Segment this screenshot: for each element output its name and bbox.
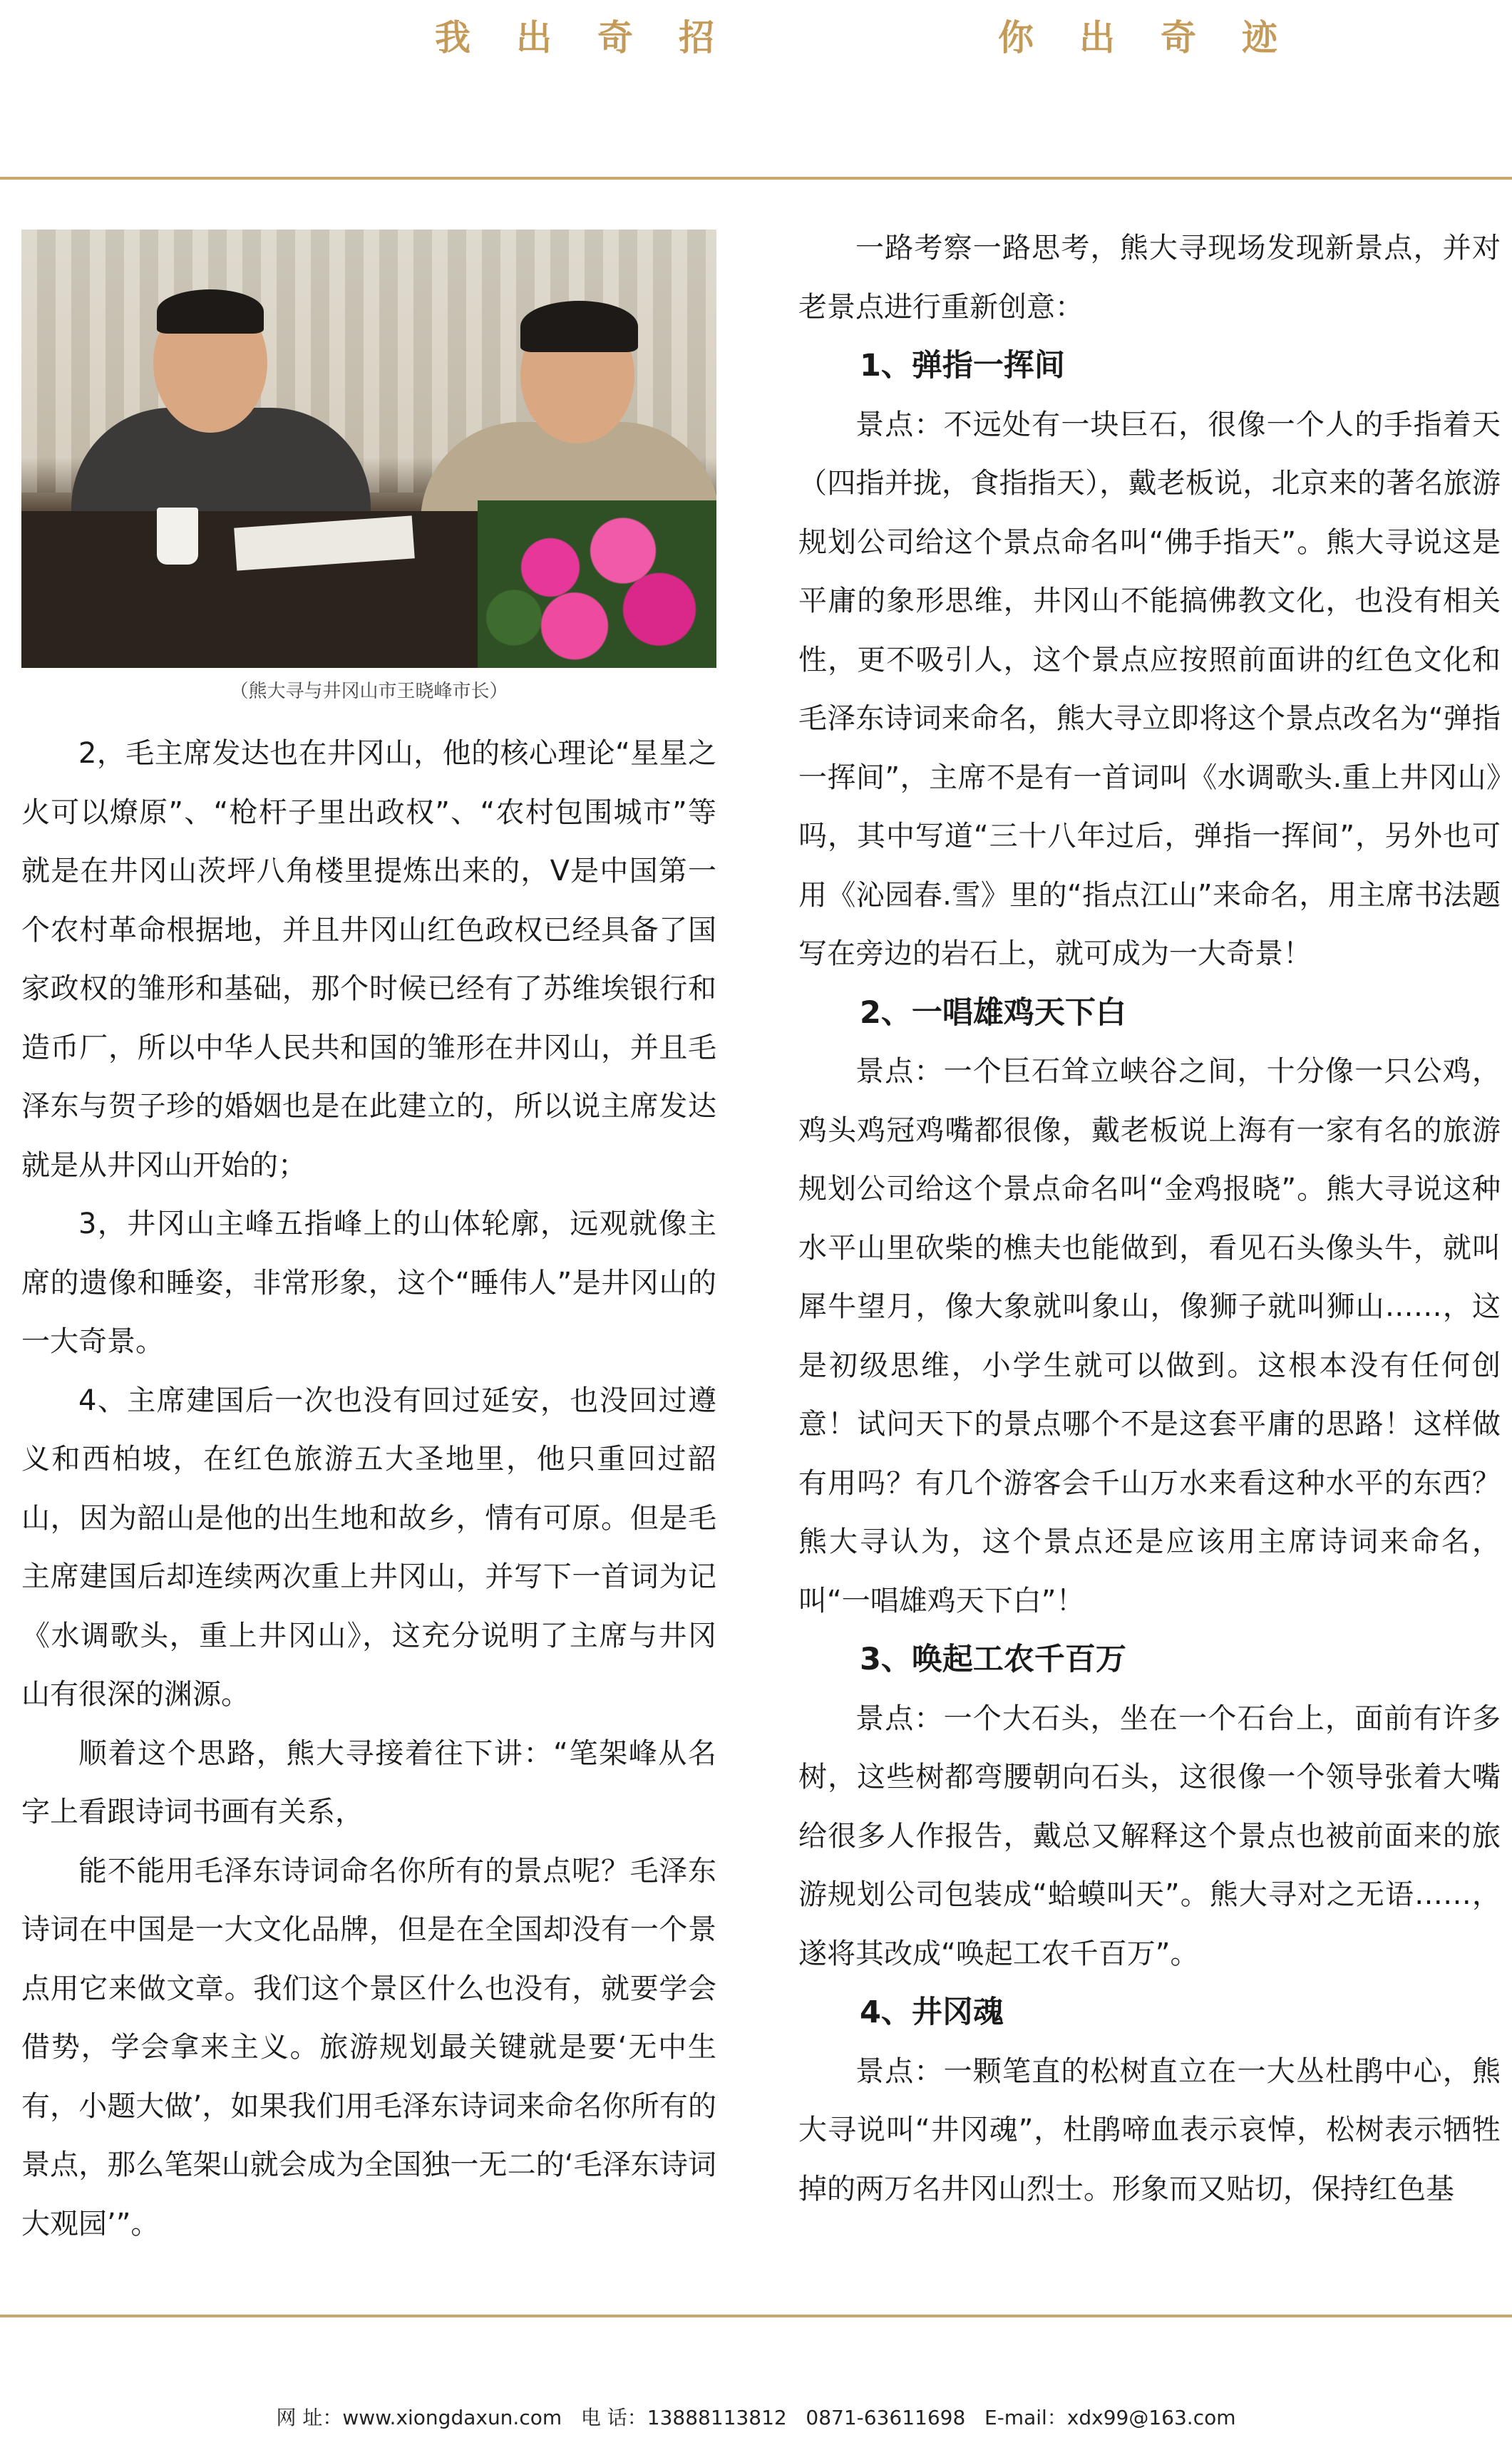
left-paragraph: 顺着这个思路，熊大寻接着往下讲：“笔架峰从名字上看跟诗词书画有关系，: [21, 1736, 716, 1828]
left-paragraph: 能不能用毛泽东诗词命名你所有的景点呢？毛泽东诗词在中国是一大文化品牌，但是在全国却没有一个景点用它来做文章。我们这个景区什么也没有，就要学会借势，学会拿来主义。旅游规划最关键就是要‘无中生有，小题大做’，如果我们用毛泽东诗词来命名你所有的景点，那么笔架山就会成为全国独一无二的‘毛泽东诗词大观园’”。: [21, 1854, 716, 2240]
photo-caption: （熊大寻与井冈山市王晓峰市长）: [230, 681, 508, 702]
right-column: [798, 219, 1501, 2218]
left-paragraph: 3，井冈山主峰五指峰上的山体轮廓，远观就像主席的遗像和睡姿，非常形象，这个“睡伟人”是井冈山的一大奇景。: [21, 1208, 716, 1358]
section-body: 景点：一个巨石耸立峡谷之间，十分像一只公鸡，鸡头鸡冠鸡嘴都很像，戴老板说上海有一家有名的旅游规划公司给这个景点命名叫“金鸡报晓”。熊大寻说这种水平山里砍柴的樵夫也能做到，看见石头像头牛，就叫犀牛望月，像大象就叫象山，像狮子就叫狮山……，这是初级思维，小学生就可以做到。这根本没有任何创意！试问天下的景点哪个不是这套平庸的思路！这样做有用吗？有几个游客会千山万水来看这种水平的东西？熊大寻认为，这个景点还是应该用主席诗词来命名，叫“一唱雄鸡天下白”！: [798, 1055, 1501, 1617]
left-paragraph: 4、主席建国后一次也没有回过延安，也没回过遵义和西柏坡，在红色旅游五大圣地里，他只重回过韶山，因为韶山是他的出生地和故乡，情有可原。但是毛主席建国后却连续两次重上井冈山，并写下一首词为记《水调歌头，重上井冈山》，这充分说明了主席与井冈山有很深的渊源。: [21, 1384, 716, 1711]
header-slogan-left: 我出奇招: [435, 16, 760, 58]
footer-contact: [0, 2402, 1512, 2431]
email-link[interactable]: xdx99@163.com: [1066, 2406, 1236, 2429]
meeting-photo: [21, 230, 716, 668]
person-right-hair: [520, 301, 638, 352]
header-divider: [0, 177, 1512, 180]
phone-label: 电 话：: [580, 2406, 647, 2429]
header-slogan-right: 你出奇迹: [998, 16, 1323, 58]
section-body: 景点：不远处有一块巨石，很像一个人的手指着天（四指并拢，食指指天），戴老板说，北京来的著名旅游规划公司给这个景点命名叫“佛手指天”。熊大寻说这是平庸的象形思维，井冈山不能搞佛教文化，也没有相关性，更不吸引人，这个景点应按照前面讲的红色文化和毛泽东诗词来命名，熊大寻立即将这个景点改名为“弹指一挥间”，主席不是有一首词叫《水调歌头.重上井冈山》吗，其中写道“三十八年过后，弹指一挥间”，另外也可用《沁园春.雪》里的“指点江山”来命名，用主席书法题写在旁边的岩石上，就可成为一大奇景！: [798, 408, 1501, 970]
section-heading: 4、井冈魂: [860, 1995, 1004, 2030]
section-heading: 2、一唱雄鸡天下白: [860, 994, 1126, 1031]
person-left-hair: [157, 289, 264, 334]
left-paragraph: 2，毛主席发达也在井冈山，他的核心理论“星星之火可以燎原”、“枪杆子里出政权”、“农村包围城市”等就是在井冈山茨坪八角楼里提炼出来的，V是中国第一个农村革命根据地，并且井冈山红色政权已经具备了国家政权的雏形和基础，那个时候已经有了苏维埃银行和造币厂，所以中华人民共和国的雏形在井冈山，并且毛泽东与贺子珍的婚姻也是在此建立的，所以说主席发达就是从井冈山开始的；: [21, 737, 716, 1182]
section-body: 景点：一颗笔直的松树直立在一大丛杜鹃中心，熊大寻说叫“井冈魂”，杜鹃啼血表示哀悼，松树表示牺牲掉的两万名井冈山烈士。形象而又贴切，保持红色基: [798, 2054, 1501, 2205]
website-link[interactable]: www.xiongdaxun.com: [342, 2406, 562, 2429]
phone-number-2: 0871-63611698: [806, 2406, 966, 2429]
right-intro: 一路考察一路思考，熊大寻现场发现新景点，并对老景点进行重新创意：: [798, 232, 1501, 324]
phone-number-1: 13888113812: [647, 2406, 787, 2429]
section-heading: 3、唤起工农千百万: [860, 1642, 1126, 1677]
email-label: E-mail：: [984, 2406, 1067, 2429]
website-label: 网 址：: [276, 2406, 343, 2429]
left-column: [21, 724, 716, 2253]
flower-arrangement: [478, 500, 716, 668]
section-heading: 1、弹指一挥间: [860, 348, 1065, 384]
section-body: 景点：一个大石头，坐在一个石台上，面前有许多树，这些树都弯腰朝向石头，这很像一个领导张着大嘴给很多人作报告，戴总又解释这个景点也被前面来的旅游规划公司包装成“蛤蟆叫天”。熊大寻对之无语……，遂将其改成“唤起工农千百万”。: [798, 1702, 1501, 1970]
tea-cup: [157, 508, 198, 565]
footer-divider: [0, 2315, 1512, 2317]
